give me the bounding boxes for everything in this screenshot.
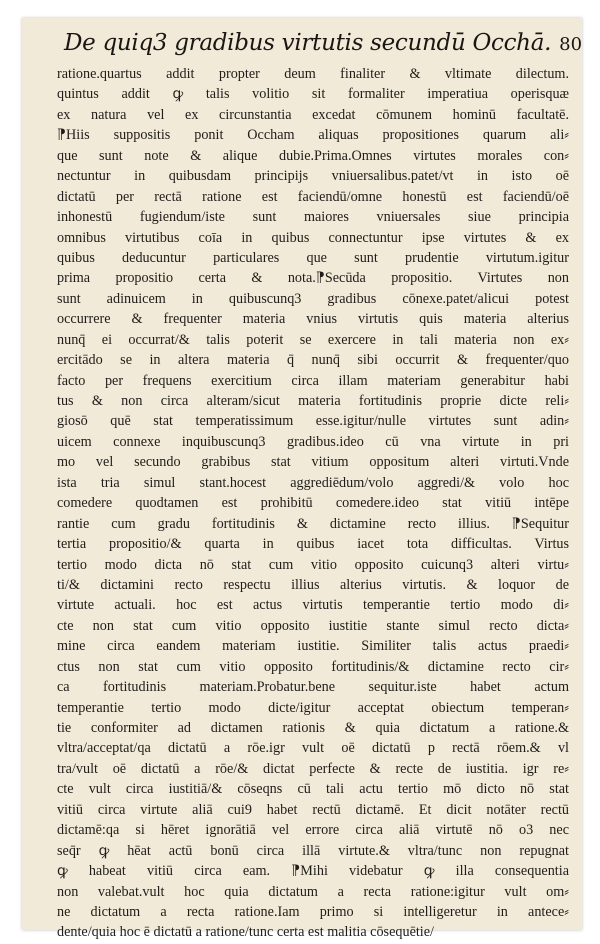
text-line: virtute actuali. hoc est actus virtutis temperantie tertio modo di⸗ [57, 597, 569, 614]
text-line: dente/quia hoc ē dictatū a ratione/tunc certa est malitia cōsequētie/ [57, 924, 434, 941]
page-header [64, 30, 583, 64]
text-line: tie conformiter ad dictamen rationis & quia dictatum a ratione.& [57, 720, 569, 736]
running-title: De quiq3 gradibus virtutis secundū Occhā. [64, 30, 552, 56]
text-line: tus & non circa alteram/sicut materia fortitudinis proprie dicte reli⸗ [57, 393, 569, 409]
text-line: prima propositio certa & nota.⁋Secūda propositio. Virtutes non [57, 270, 569, 287]
text-line: cte vult circa iustitiā/& cōseqns cū tali actu tertio mō dicto nō stat [57, 781, 569, 798]
text-line: cte non stat cum vitio opposito iustitie stante simul recto dicta⸗ [57, 617, 569, 634]
text-line: seq̄r ꝙ hēat actū bonū circa illā virtute.& vltra/tunc non repugnat [57, 842, 569, 859]
text-line: mo vel secundo grabibus stat vitium oppositum alteri virtuti.Vnde [57, 454, 569, 471]
text-line: dictamē:qa si hēret ignorātiā vel errore circa aliā virtutē nō o3 nec [57, 822, 569, 839]
text-line: vitiū circa virtute aliā cui9 habet rectū dictamē. Et dicit notāter rectū [57, 801, 569, 818]
text-line: ista tria simul stant.hocest aggrediēdum/volo aggredi/& volo hoc [57, 474, 569, 491]
text-line: ⁋Hiis suppositis ponit Occham aliquas propositiones quarum ali⸗ [57, 127, 569, 144]
text-line: ꝙ habeat vitiū circa eam. ⁋Mihi videbatur ꝙ illa consequentia [57, 863, 569, 880]
text-line: comedere quodtamen est prohibitū comedere.ideo stat vitiū intēpe [57, 495, 569, 512]
text-line: sunt adinuicem in quibuscunq3 gradibus cōnexe.patet/alicui potest [57, 290, 569, 307]
text-line: quintus addit ꝙ talis volitio sit formaliter imperatiua operisquæ [57, 86, 569, 103]
text-line: uicem connexe inquibuscunq3 gradibus.ideo cū vna virtute in pri [57, 433, 569, 450]
text-line: ti/& dictamini recto respectu illius alterius virtutis. & loquor de [57, 576, 569, 593]
text-line: vltra/acceptat/qa dictatū a rōe.igr vult oē dictatū p rectā rōem.& vl [57, 740, 569, 757]
text-line: ratione.quartus addit propter deum finaliter & vltimate dilectum. [57, 66, 569, 82]
text-line: dictatū per rectā ratione est faciendū/omne honestū est faciendū/oē [57, 188, 569, 205]
text-line: mine circa eandem materiam iustitie. Similiter talis actus praedi⸗ [57, 638, 569, 655]
text-line: temperantie tertio modo dicte/igitur acceptat obiectum temperan⸗ [57, 699, 569, 716]
text-line: tertia propositio/& quarta in quibus iacet tota difficultas. Virtus [57, 536, 569, 553]
text-line: tertio modo dicta nō stat cum vitio opposito cuicunq3 alteri virtu⸗ [57, 556, 569, 573]
folio-number: 80 [559, 34, 583, 55]
text-line: ercitādo se in altera materia q̄ nunq̄ sibi occurrit & frequenter/quo [57, 352, 569, 369]
book-page [22, 18, 583, 941]
text-line: occurrere & frequenter materia vnius virtutis quis materia alterius [57, 311, 569, 328]
text-line: tra/vult oē dictatū a rōe/& dictat perfecte & recte de iustitia. igr re⸗ [57, 760, 569, 777]
text-line: facto per frequens exercitium circa illam materiam generabitur habi [57, 372, 569, 389]
text-line: inhonestū fugiendum/iste sunt maiores vniuersales siue principia [57, 209, 569, 226]
text-line: que sunt note & alique dubie.Prima.Omnes virtutes morales con⸗ [57, 147, 569, 164]
text-line: quibus deducuntur particulares que sunt prudentie virtutum.igitur [57, 249, 569, 266]
text-line: rantie cum gradu fortitudinis & dictamine recto illius. ⁋Sequitur [57, 515, 569, 532]
text-line: giosō quē stat temperatissimum esse.igitur/nulle virtutes sunt adin⸗ [57, 413, 569, 430]
text-line: nunq̄ ei occurrat/& talis poterit se exercere in tali materia non ex⸗ [57, 331, 569, 348]
text-line: omnibus virtutibus coīa in quibus connectuntur ipse virtutes & ex [57, 229, 569, 246]
text-line: ctus non stat cum vitio opposito fortitudinis/& dictamine recto cir⸗ [57, 658, 569, 675]
text-line: non valebat.vult hoc quia dictatum a recta ratione:igitur vult om⸗ [57, 883, 569, 900]
text-line: ex natura vel ex circunstantia excedat cōmunem hominū facultatē. [57, 106, 569, 123]
text-column [57, 64, 569, 943]
text-line: nectuntur in quibusdam principijs vniuersalibus.patet/vt in isto oē [57, 168, 569, 185]
text-line: ne dictatum a recta ratione.Iam primo si intelligeretur in antece⸗ [57, 903, 569, 920]
text-line: ca fortitudinis materiam.Probatur.bene sequitur.iste habet actum [57, 679, 569, 696]
